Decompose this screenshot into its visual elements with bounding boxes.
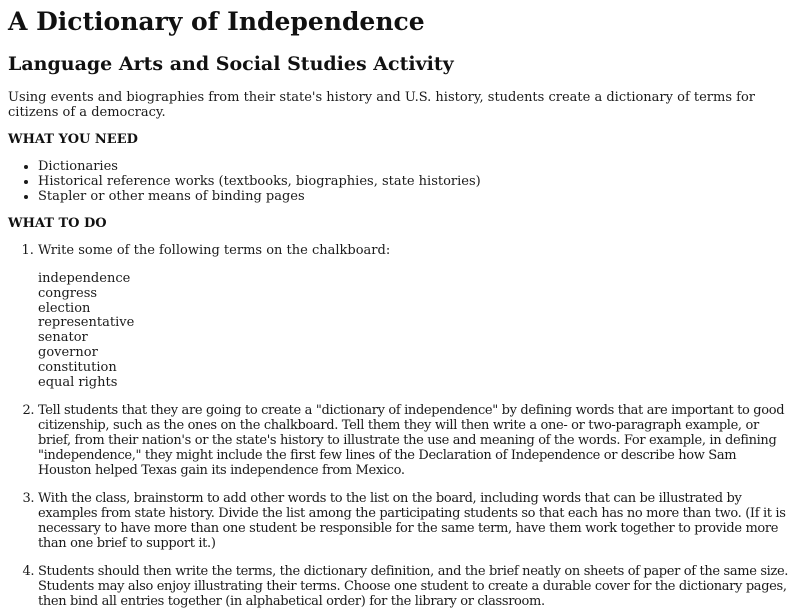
needs-list: [8, 159, 792, 204]
term: governor: [38, 344, 98, 360]
term: equal rights: [38, 374, 118, 390]
step-item: 2. Tell students that they are going to create a "dictionary of independence" by defining words that are important to good citizenship, such as the ones on the chalkboard. Tell them they will then write a one- or two-paragraph example, or brief, from their nation's or the state's history to illustrate the use and meaning of the words. For example, in defining "independence," they might include the first few lines of the Declaration of Independence or describe how Sam Houston helped Texas gain its independence from Mexico.: [38, 403, 792, 478]
list-item: • Dictionaries: [38, 159, 792, 174]
term: congress: [38, 285, 98, 301]
intro-paragraph: Using events and biographies from their state's history and U.S. history, students create a dictionary of terms for citizens of a democracy.: [8, 90, 756, 120]
term: representative: [38, 315, 135, 331]
step-text: Write some of the following terms on the chalkboard:: [38, 243, 391, 258]
what-you-need-heading: WHAT YOU NEED: [8, 132, 138, 147]
step-item: [38, 243, 792, 390]
term: senator: [38, 330, 88, 346]
step-item: 3. With the class, brainstorm to add other words to the list on the board, including words that can be illustrated by examples from state history. Divide the list among the participating students so that each has no more than two. (If it is necessary to have more than one student be responsible for the same term, have them work together to provide more than one brief to support it.): [38, 491, 792, 551]
terms-list: [38, 272, 792, 390]
page-subtitle: Language Arts and Social Studies Activity: [8, 53, 454, 75]
list-item: • Stapler or other means of binding pages: [38, 189, 792, 204]
term: independence: [38, 271, 131, 286]
page-title: A Dictionary of Independence: [8, 7, 425, 36]
term: election: [38, 300, 91, 316]
step-item: 4. Students should then write the terms, the dictionary definition, and the brief neatly on sheets of paper of the same size. Students may also enjoy illustrating their terms. Choose one student to create a durable cover for the dictionary pages, then bind all entries together (in alphabetical order) for the library or classroom.: [38, 564, 792, 609]
list-item: • Historical reference works (textbooks, biographies, state histories): [38, 174, 792, 189]
steps-list: [8, 243, 792, 609]
term: constitution: [38, 359, 117, 375]
what-to-do-heading: WHAT TO DO: [8, 216, 107, 231]
